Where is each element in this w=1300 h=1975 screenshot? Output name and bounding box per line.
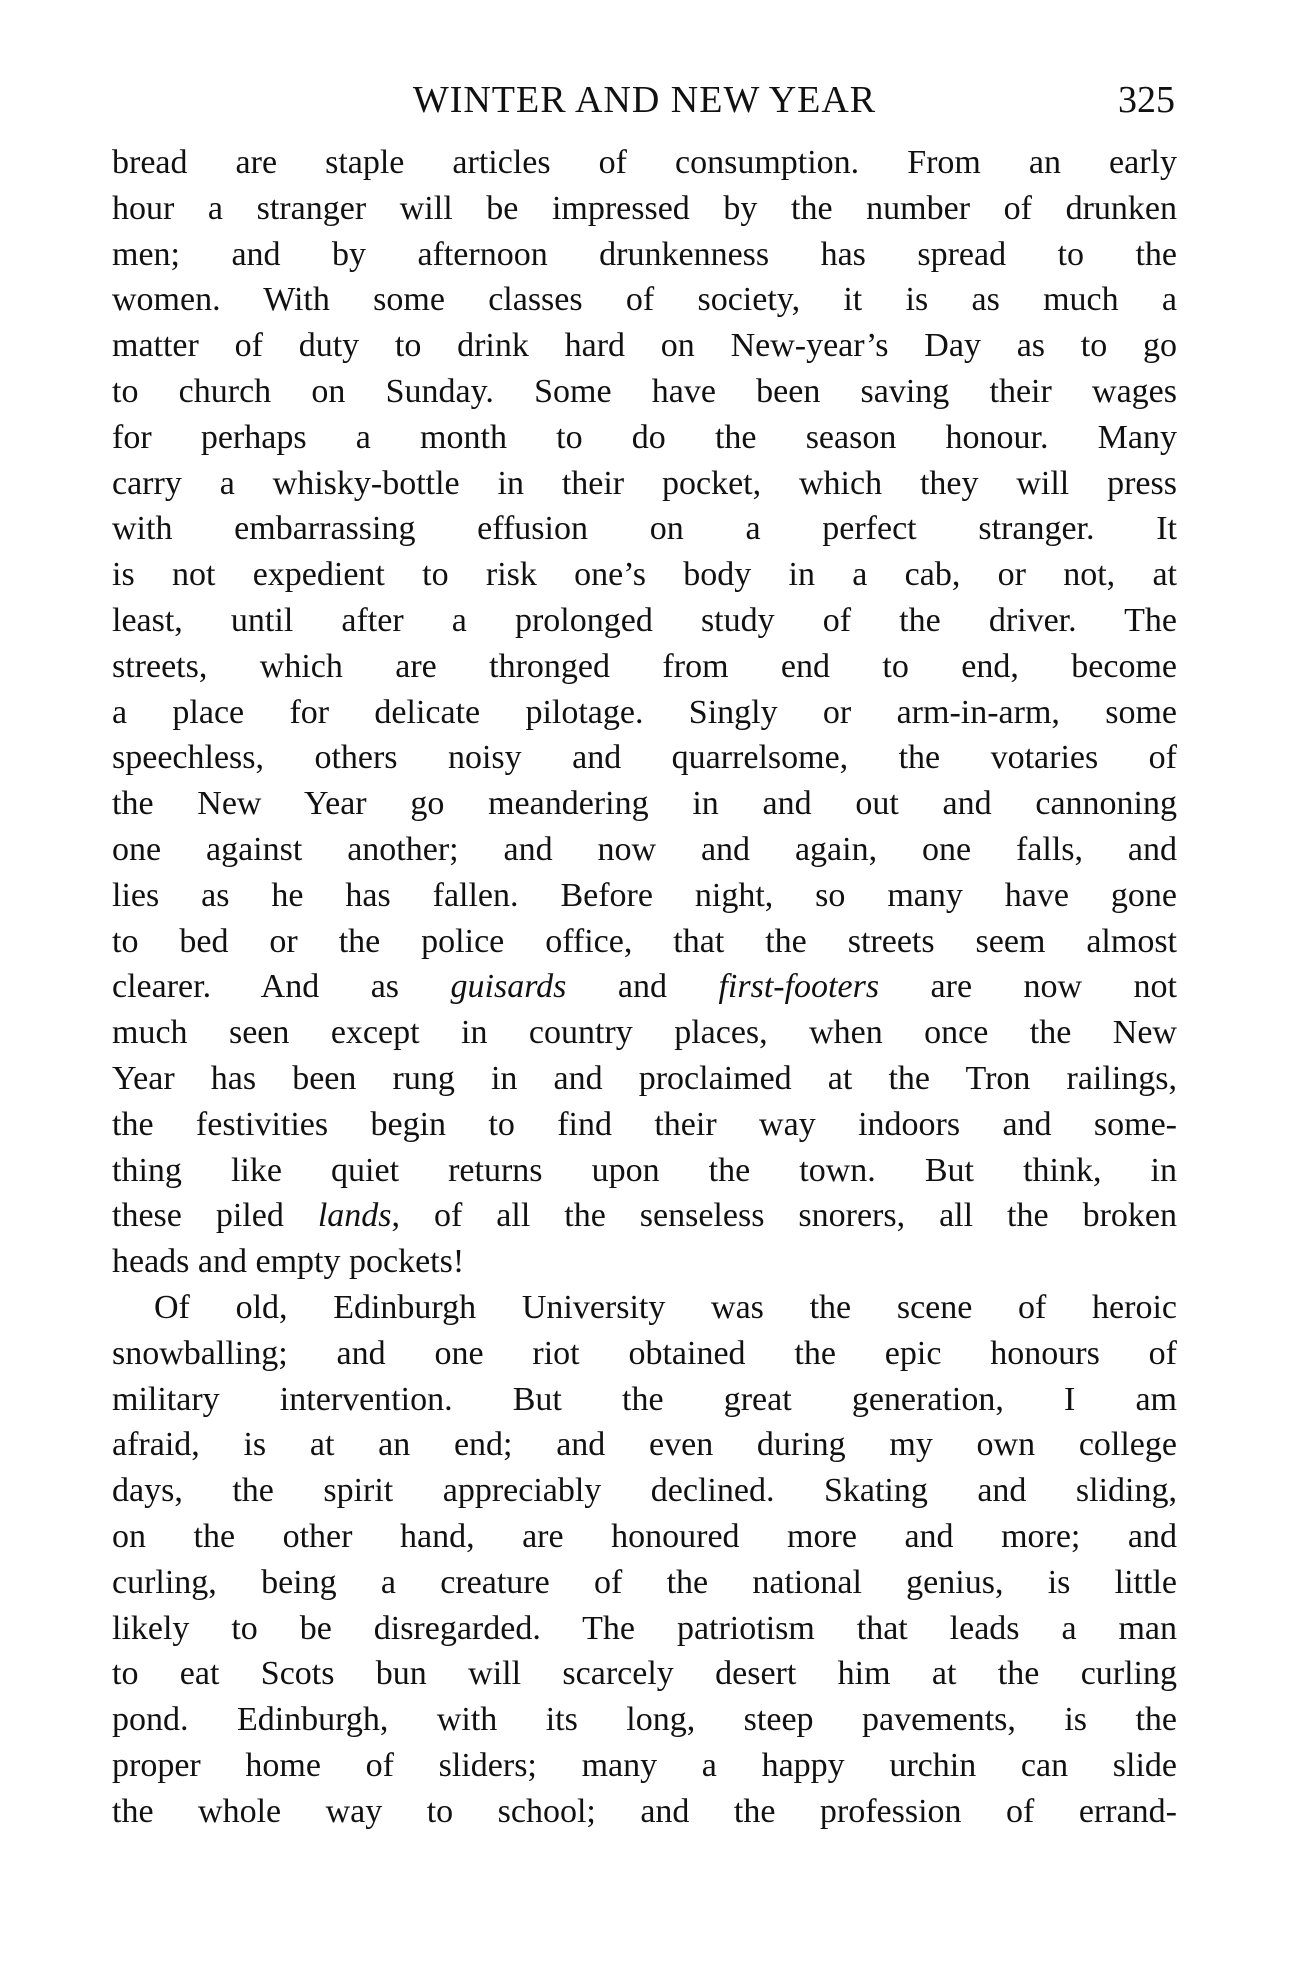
text-line: on the other hand, are honoured more and more; and — [112, 1517, 1177, 1555]
paragraph — [112, 140, 1177, 1285]
text-line: streets, which are thronged from end to end, become — [112, 647, 1177, 685]
italic-term-first-footers: first-footers — [718, 968, 880, 1006]
text-line: hour a stranger will be impressed by the number of drunken — [112, 189, 1177, 227]
text-line: clearer. And as guisards and first-footers are now not — [112, 968, 1178, 1006]
text-line: to church on Sunday. Some have been saving their wages — [112, 372, 1177, 410]
text-line: thing like quiet returns upon the town. But think, in — [112, 1151, 1177, 1189]
text-line: to bed or the police office, that the streets seem almost — [112, 922, 1177, 960]
text-line: the whole way to school; and the profession of errand- — [112, 1792, 1177, 1830]
text-line: Of old, Edinburgh University was the scene of heroic — [154, 1288, 1177, 1326]
text-line: one against another; and now and again, one falls, and — [112, 830, 1177, 868]
italic-term-guisards: guisards — [450, 968, 567, 1006]
body-text — [112, 140, 1177, 1834]
text-line: to eat Scots bun will scarcely desert him at the curling — [112, 1655, 1177, 1693]
text-line: bread are staple articles of consumption. From an early — [112, 144, 1177, 181]
text-line: for perhaps a month to do the season honour. Many — [112, 418, 1177, 456]
text-line: speechless, others noisy and quarrelsome, the votaries of — [112, 739, 1177, 777]
text-line: a place for delicate pilotage. Singly or arm-in-arm, some — [112, 693, 1177, 731]
text-line: is not expedient to risk one’s body in a cab, or not, at — [112, 556, 1177, 594]
text-line: women. With some classes of society, it is as much a — [112, 281, 1177, 319]
text-line: days, the spirit appreciably declined. Skating and sliding, — [112, 1472, 1177, 1510]
italic-term-lands: lands — [317, 1197, 392, 1235]
text-line: lies as he has fallen. Before night, so many have gone — [112, 876, 1177, 914]
text-line: proper home of sliders; many a happy urchin can slide — [112, 1746, 1177, 1784]
text-line: these piled lands, of all the senseless snorers, all the broken — [112, 1197, 1177, 1235]
text-line: men; and by afternoon drunkenness has spread to the — [112, 235, 1177, 273]
text-line: matter of duty to drink hard on New-year’s Day as to go — [112, 327, 1177, 365]
text-line: Year has been rung in and proclaimed at the Tron railings, — [112, 1059, 1177, 1097]
text-line: likely to be disregarded. The patriotism that leads a man — [112, 1609, 1177, 1647]
text-line: curling, being a creature of the national genius, is little — [112, 1563, 1177, 1601]
text-line: the New Year go meandering in and out and cannoning — [112, 785, 1177, 823]
text-line: carry a whisky-bottle in their pocket, which they will press — [112, 464, 1177, 502]
text-line: military intervention. But the great generation, I am — [112, 1380, 1177, 1418]
book-page — [112, 70, 1177, 1834]
text-line: least, until after a prolonged study of the driver. The — [112, 601, 1177, 639]
text-line: snowballing; and one riot obtained the epic honours of — [112, 1334, 1177, 1372]
text-line: heads and empty pockets! — [112, 1243, 465, 1281]
text-line: pond. Edinburgh, with its long, steep pavements, is the — [112, 1701, 1177, 1739]
page-number: 325 — [1118, 79, 1175, 121]
text-line: with embarrassing effusion on a perfect stranger. It — [112, 510, 1177, 548]
text-line: much seen except in country places, when once the New — [112, 1014, 1177, 1052]
running-head — [112, 70, 1177, 140]
paragraph — [112, 1285, 1177, 1835]
running-title: WINTER AND NEW YEAR — [412, 79, 877, 121]
text-line: afraid, is at an end; and even during my own college — [112, 1426, 1177, 1464]
text-line: the festivities begin to find their way indoors and some- — [112, 1105, 1177, 1143]
